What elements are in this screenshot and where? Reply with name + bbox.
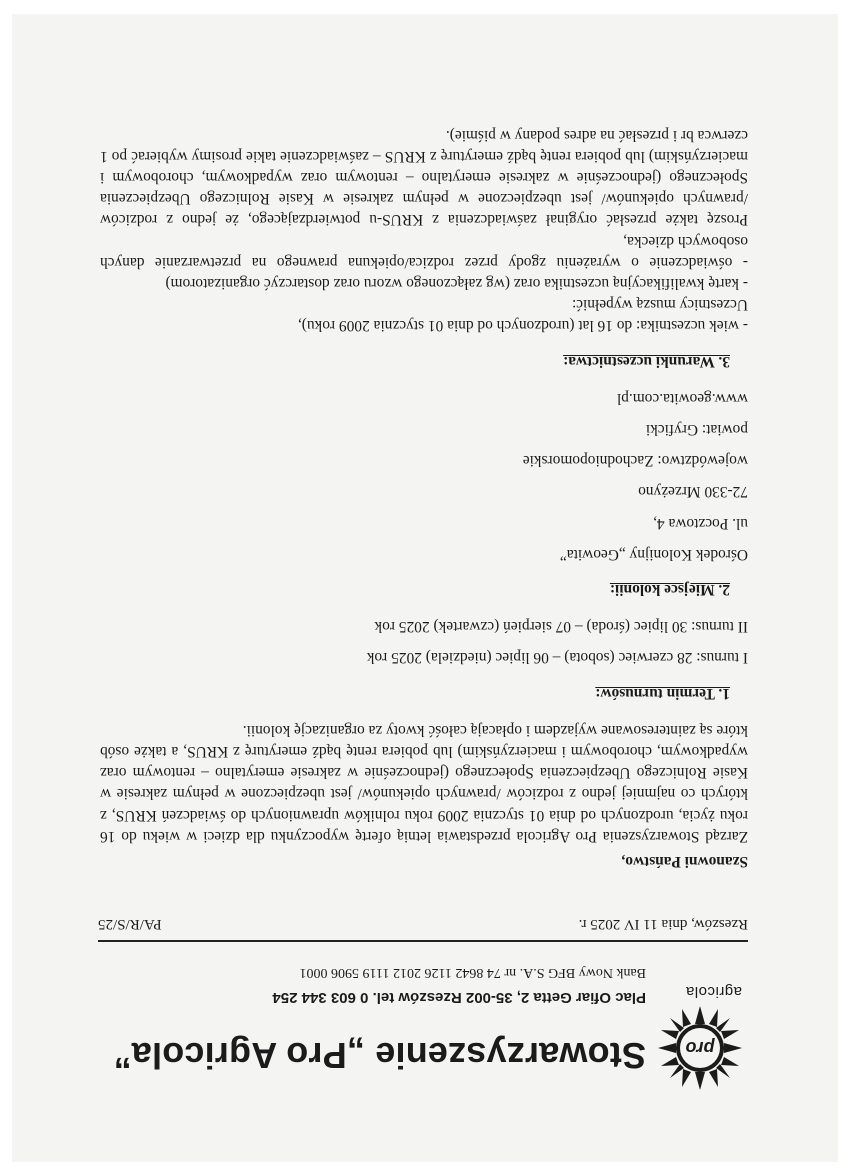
krus-certificate-request: Proszę także przesłać oryginał zaświadczenia z KRUS-u potwierdzającego, że jedno z rodziców /prawnych opiekunów/ jest ubezpieczone w pełnym zakresie w Kasie Rolniczego Ubezpieczenia Społecznego (jednocześnie w zakresie emerytalno – rentowym oraz wypadkowym, chorobowym i macierzyńskim) lub pobiera rentę bądź emeryturę z KRUS – zaświadczenie takie prosimy wybierać po 1 czerwca br i przesłać na adres podany w piśmie). bbox=[100, 126, 748, 229]
scan-margin-bottom bbox=[0, 0, 848, 14]
condition-age: - wiek uczestnika: do 16 lat (urodzonych od dnia 01 stycznia 2009 roku), bbox=[297, 317, 748, 335]
section-1-heading: 1. Termin turnusów: bbox=[595, 684, 730, 702]
brand-word: agricola bbox=[685, 983, 742, 1000]
place-line-5: powiat: Gryficki bbox=[645, 420, 748, 438]
section-3-heading: 3. Warunki uczestnictwa: bbox=[563, 352, 730, 370]
turnus-2: II turnus: 30 lipiec (środa) – 07 sierpień (czwartek) 2025 rok bbox=[374, 618, 748, 636]
intro-paragraph: Zarząd Stowarzyszenia Pro Agricola przedstawia letnią ofertę wypoczynku dla dzieci w wieku do 16 roku życia, urodzonych od dnia 01 stycznia 2009 roku rolników uprawnionych do świadczeń KRUS, z których co najmniej jedno z rodziców /prawnych opiekunów/ jest ubezpieczone w pełnym zakresie w Kasie Rolniczego Ubezpieczenia Społecznego (jednocześnie w zakresie emerytalno – rentowym oraz wypadkowym, chorobowym i macierzyńskim) lub pobiera rentę bądź emeryturę z KRUS, a także osób które są zainteresowane wyjazdem i opłacają całość kwoty za organizację kolonii. bbox=[100, 721, 748, 845]
place-line-6: www.geowita.com.pl bbox=[616, 389, 748, 407]
condition-consent: - oświadczenie o wyrażeniu zgody przez rodzica/opiekuna prawnego na przetwarzanie danych osobowych dziecka, bbox=[100, 232, 748, 271]
letter-body bbox=[100, 124, 748, 872]
section-2-heading: 2. Miejsce kolonii: bbox=[609, 580, 730, 598]
place-line-3: 72-330 Mrzeżyno bbox=[638, 483, 748, 501]
condition-must-fill: Uczestnicy muszą wypełnić: bbox=[571, 296, 748, 314]
condition-card: - kartę kwalifikacyjną uczestnika oraz (wg załączonego wzoru oraz dostarczyć organizatorom) bbox=[165, 274, 748, 292]
letterhead bbox=[108, 965, 748, 1098]
place-line-2: ul. Pocztowa 4, bbox=[653, 514, 748, 532]
scan-margin-right bbox=[0, 0, 12, 1168]
turnus-1: I turnus: 28 czerwiec (sobota) – 06 lipiec (niedziela) 2025 rok bbox=[366, 649, 748, 667]
reference-number: PA/R/S/25 bbox=[98, 916, 162, 932]
logo-text: pro bbox=[685, 1038, 715, 1058]
scan-margin-left bbox=[838, 0, 848, 1168]
organization-name: Stowarzyszenie „Pro Agricola” bbox=[113, 1035, 646, 1076]
organization-address: Plac Ofiar Getta 2, 35-002 Rzeszów tel. 0 603 344 254 bbox=[272, 989, 646, 1006]
place-date: Rzeszów, dnia 11 IV 2025 r. bbox=[578, 916, 748, 932]
bank-account: Bank Nowy BFG S.A. nr 74 8642 1126 2012 1119 5906 0001 bbox=[299, 965, 646, 980]
greeting: Szanowni Państwo, bbox=[621, 853, 748, 870]
place-line-1: Ośrodek Kolonijny „Geowita” bbox=[559, 545, 748, 563]
letterhead-divider bbox=[98, 940, 748, 942]
sun-logo-icon bbox=[656, 1004, 744, 1092]
scan-margin-top bbox=[0, 1162, 848, 1168]
place-line-4: województwo: Zachodniopomorskie bbox=[522, 452, 748, 470]
